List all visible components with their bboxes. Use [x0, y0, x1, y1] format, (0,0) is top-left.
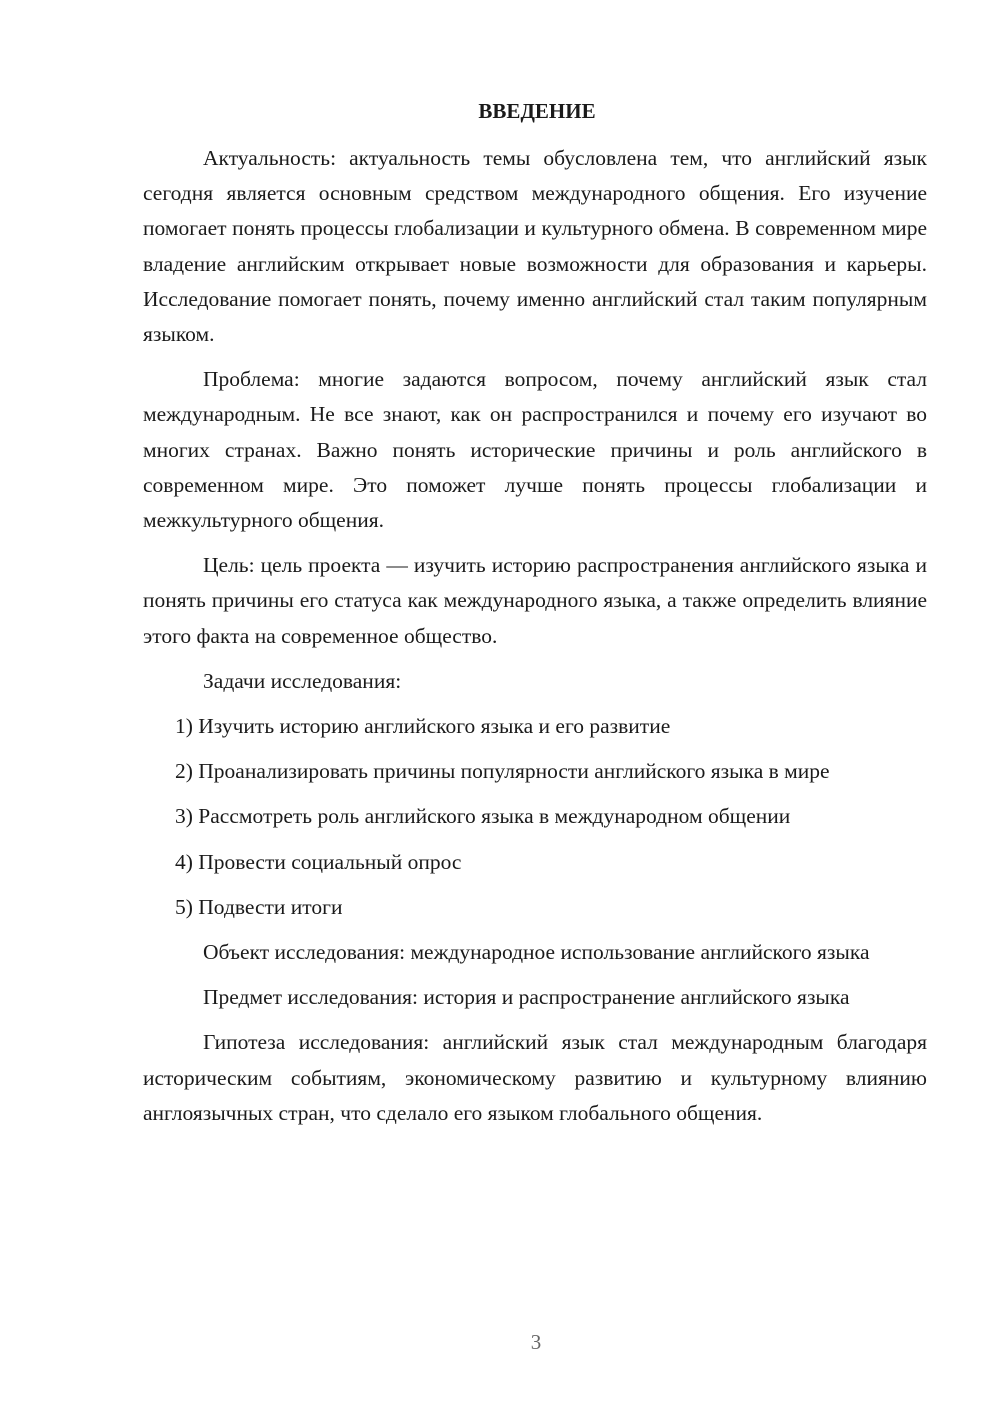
document-page [143, 94, 927, 1141]
list-item: 3) Рассмотреть роль английского языка в международном общении [175, 804, 791, 829]
list-item: 5) Подвести итоги [175, 894, 343, 919]
list-item: 1) Изучить историю английского языка и его развитие [175, 714, 671, 739]
paragraph-hypothesis: Гипотеза исследования: английский язык стал международным благодаря историческим событиям, экономическому развитию и культурному влиянию англоязычных стран, что сделало его языком глобального общения. [143, 1030, 927, 1125]
list-item: 2) Проанализировать причины популярности английского языка в мире [175, 759, 830, 784]
page-number: 3 [530, 1330, 542, 1354]
section-title: ВВЕДЕНИЕ [478, 99, 596, 123]
tasks-list [143, 709, 927, 925]
list-item: 4) Провести социальный опрос [175, 849, 462, 874]
paragraph-object: Объект исследования: международное использование английского языка [203, 940, 870, 965]
tasks-heading: Задачи исследования: [203, 668, 402, 693]
paragraph-goal: Цель: цель проекта — изучить историю распространения английского языка и понять причины его статуса как международного языка, а также определить влияние этого факта на современное общество. [143, 553, 927, 648]
paragraph-relevance: Актуальность: актуальность темы обусловлена тем, что английский язык сегодня является основным средством международного общения. Его изучение помогает понять процессы глобализации и культурного обмена. В современном мире владение английским открывает новые возможности для образования и карьеры. Исследование помогает понять, почему именно английский стал таким популярным языком. [143, 146, 927, 347]
paragraph-subject: Предмет исследования: история и распространение английского языка [203, 985, 850, 1010]
paragraph-problem: Проблема: многие задаются вопросом, почему английский язык стал международным. Не все знают, как он распространился и почему его изучают во многих странах. Важно понять исторические причины и роль английского в современном мире. Это поможет лучше понять процессы глобализации и межкультурного общения. [143, 367, 927, 533]
